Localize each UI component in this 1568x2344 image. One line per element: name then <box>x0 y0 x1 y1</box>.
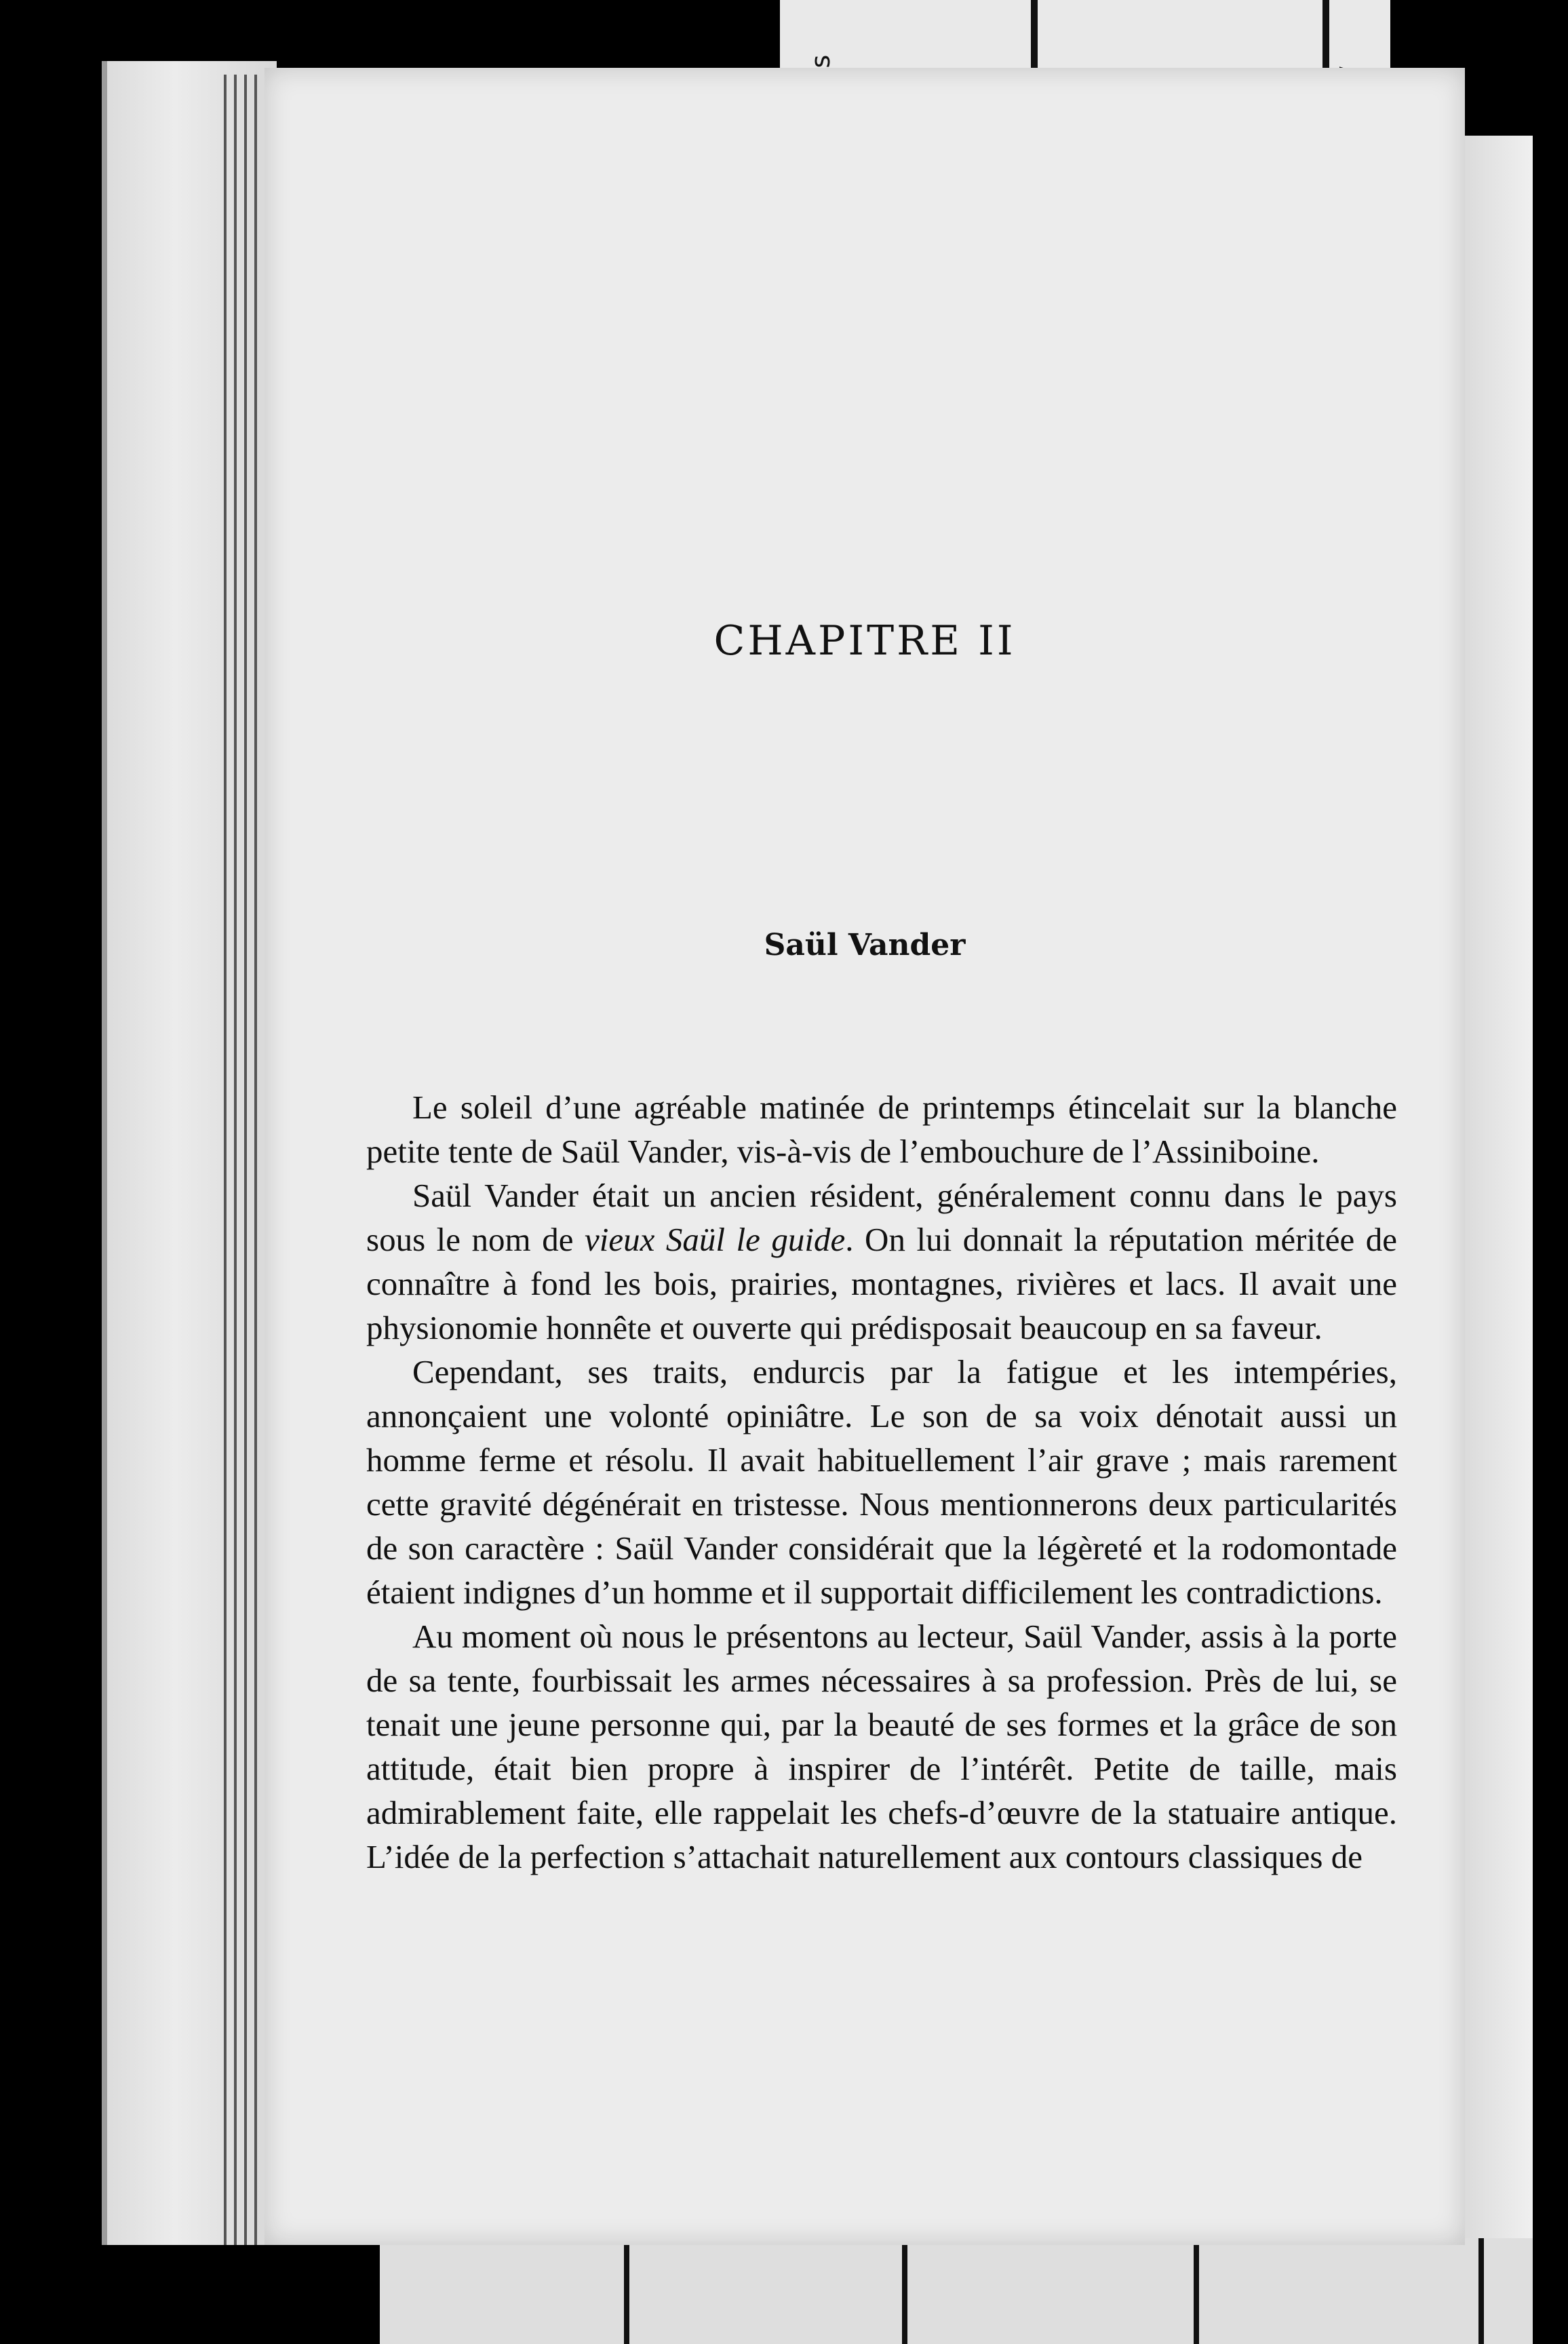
paragraph-3: Cependant, ses traits, endurcis par la fatigue et les intempéries, annonçaient une volonté opiniâtre. Le son de sa voix dénotait aussi un homme ferme et résolu. Il avait habituellement l’air grave ; mais rarement cette gravité dégénérait en tristesse. Nous mentionnerons deux particularités de son caractère : Saül Vander considérait que la légèreté et la rodomontade étaient indignes d’un homme et il supportait difficilement les contradictions. <box>366 1353 1397 1611</box>
bottom-tab-strip <box>380 2238 1533 2344</box>
section-title: Saül Vander <box>764 928 966 962</box>
body-text <box>366 1085 1397 1879</box>
page-edge-line <box>254 75 257 2245</box>
paragraph-2-end: . On lui donnait la réputation méritée de connaître à fond les bois, prairies, montagnes, rivières et lacs. Il avait une physionomie honnête et ouverte qui prédisposait beaucoup en sa faveur. <box>366 1221 1397 1346</box>
page-edge-line <box>224 75 227 2245</box>
paragraph-2-italic: vieux Saül le guide <box>584 1221 846 1258</box>
bottom-tab-divider <box>1194 2238 1199 2344</box>
paragraph-2 <box>366 1173 1397 1350</box>
page-edge-line <box>244 75 247 2245</box>
bottom-tab-divider <box>624 2238 629 2344</box>
page-edge-line <box>234 75 237 2245</box>
facing-page-sliver <box>1458 136 1533 2238</box>
paragraph-4: Au moment où nous le présentons au lecteur, Saül Vander, assis à la porte de sa tente, fourbissait les armes nécessaires à sa profession. Près de lui, se tenait une jeune personne qui, par la beauté de ses formes et la grâce de son attitude, était bien propre à inspirer de l’intérêt. Petite de taille, mais admirablement faite, elle rappelait les chefs-d’œuvre de la statuaire antique. L’idée de la perfection s’attachait naturellement aux contours classiques de <box>366 1618 1397 1875</box>
bottom-tab-divider <box>902 2238 907 2344</box>
chapter-title: CHAPITRE II <box>713 617 1016 665</box>
book-back-pages <box>102 61 277 2245</box>
book-page <box>264 68 1465 2245</box>
bottom-tab-divider <box>1478 2238 1484 2344</box>
paragraph-1: Le soleil d’une agréable matinée de printemps étincelait sur la blanche petite tente de Saül Vander, vis-à-vis de l’embouchure de l’Assiniboine. <box>366 1089 1397 1170</box>
paragraph-2-start: Saül Vander était un ancien résident, généralement connu dans le pays sous le nom de <box>366 1177 1397 1258</box>
